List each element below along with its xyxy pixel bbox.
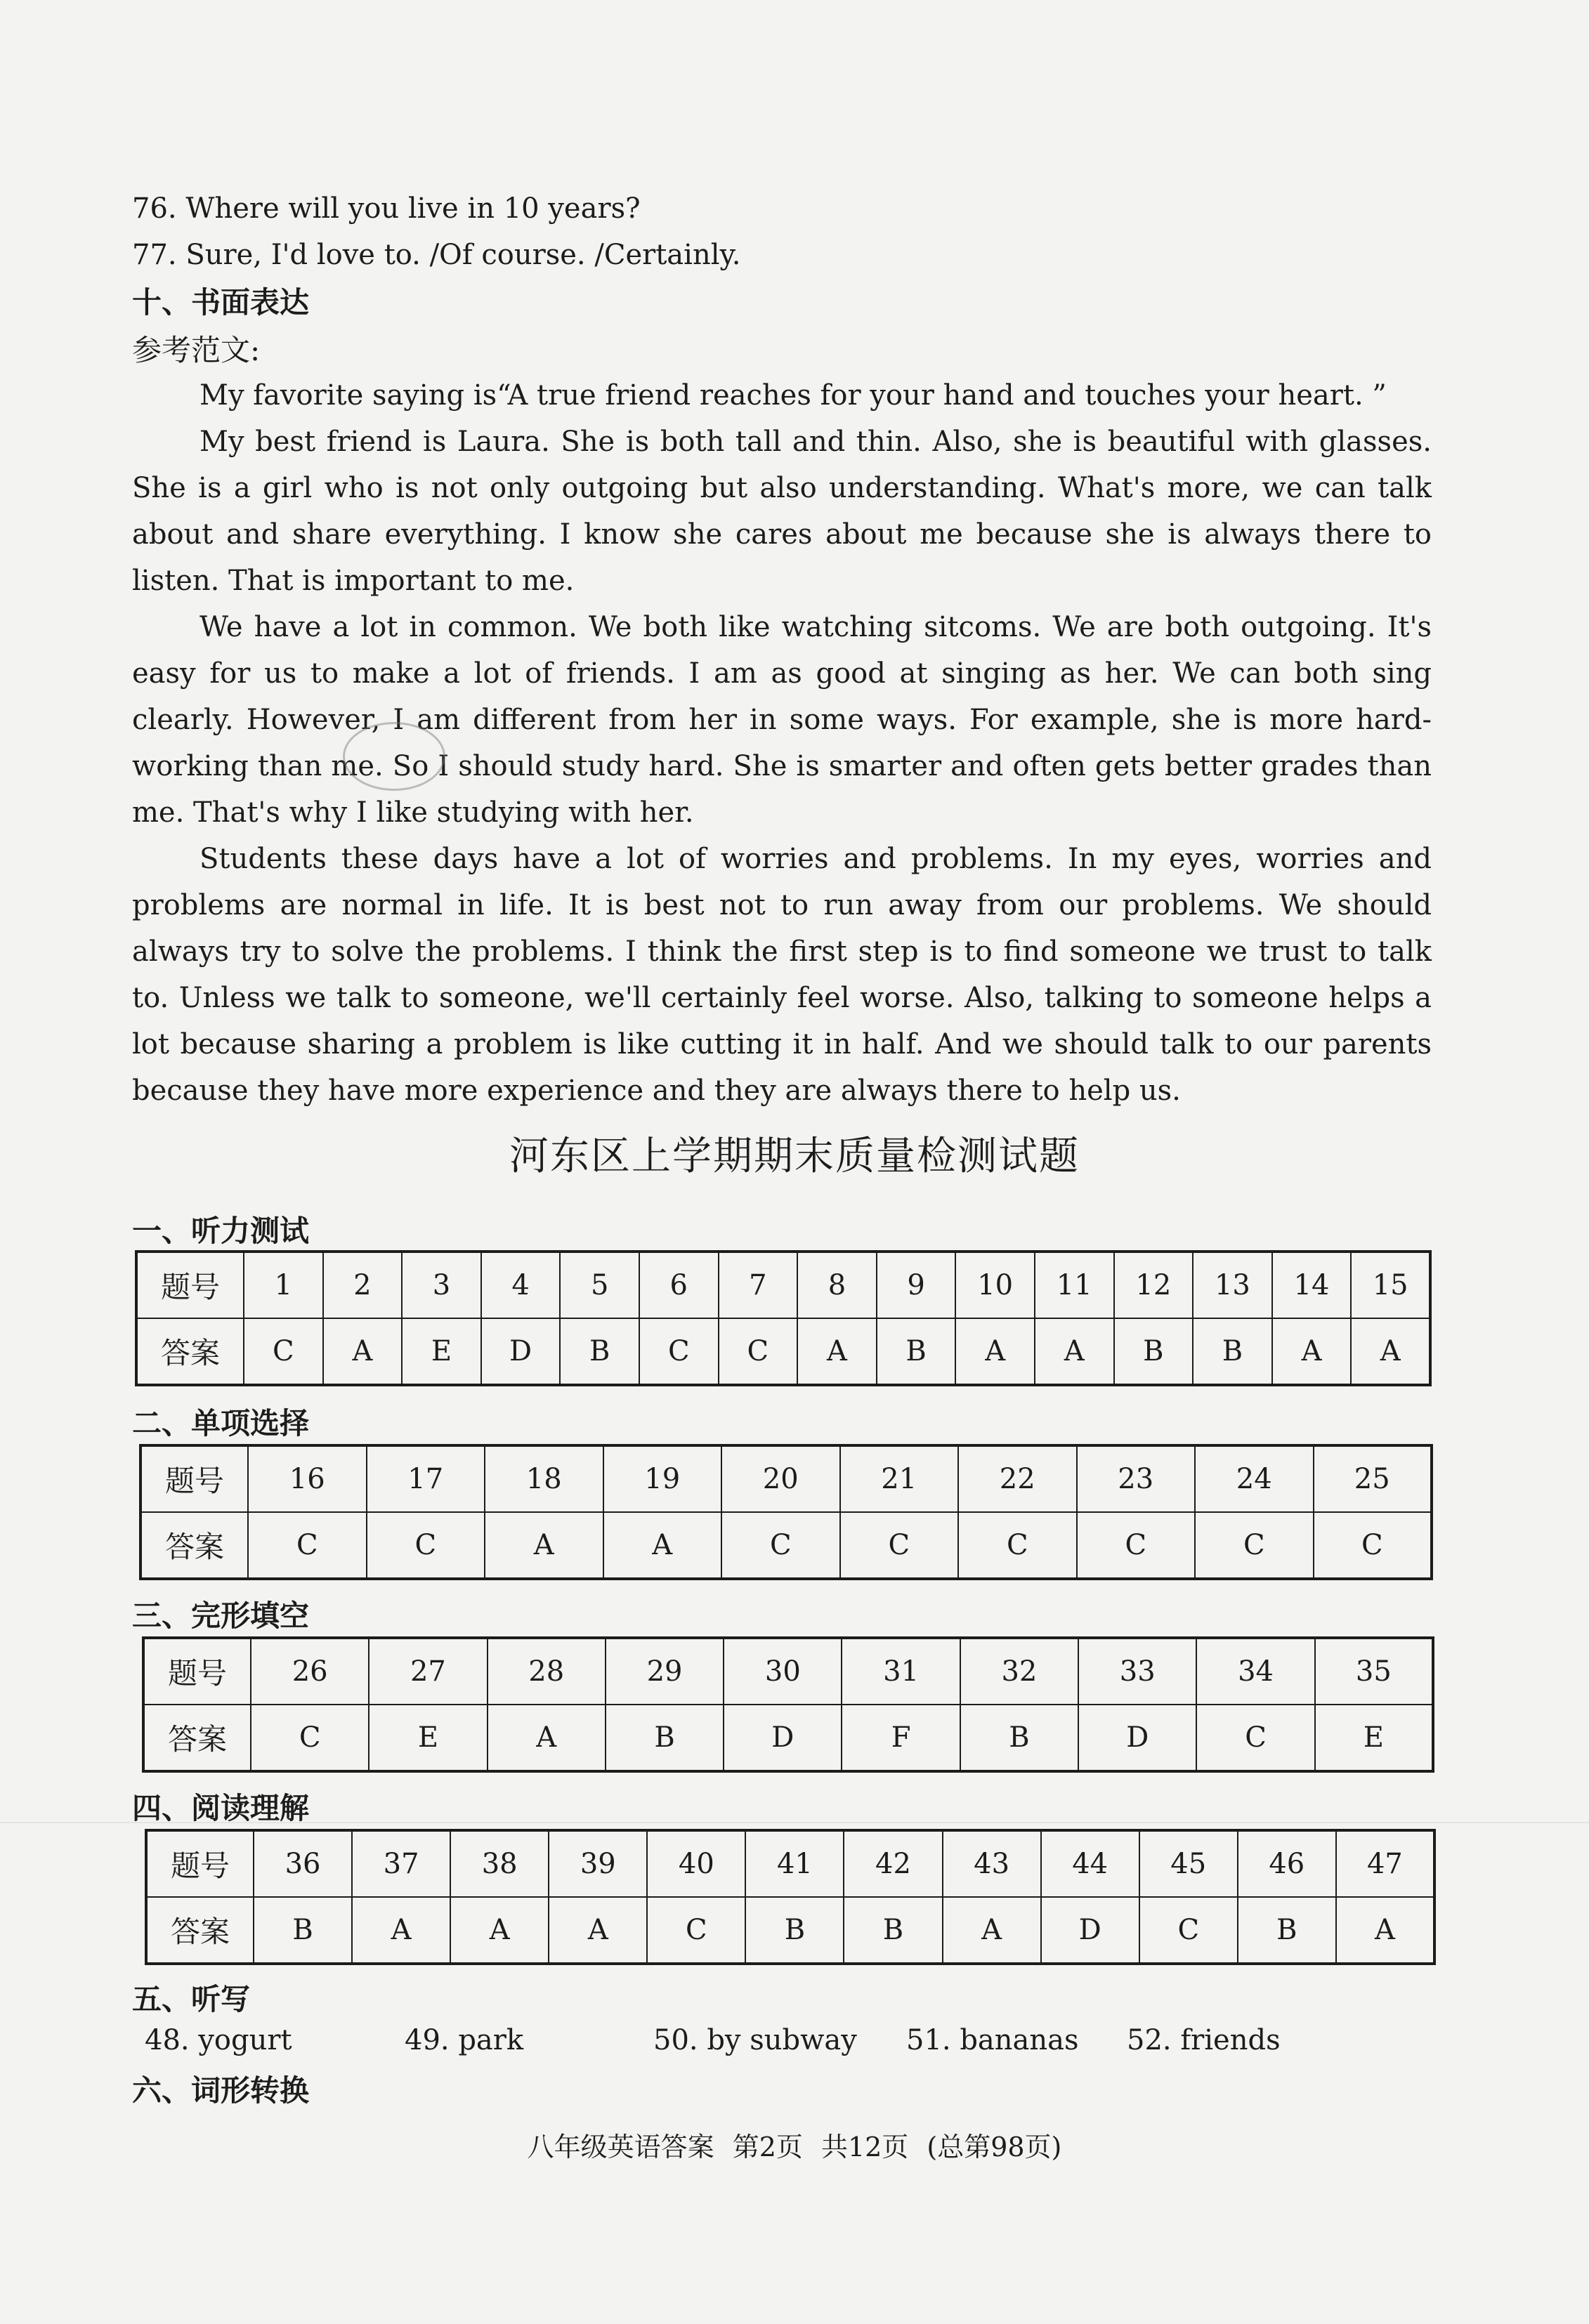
question-number-cell: 40 — [647, 1830, 745, 1897]
answer-cell: C — [1139, 1897, 1238, 1964]
answer-cell: C — [251, 1705, 369, 1771]
question-number-cell: 47 — [1336, 1830, 1434, 1897]
single-choice-answer-table — [139, 1444, 1433, 1580]
essay-paragraph: Students these days have a lot of worries and problems. In my eyes, worries and problems are normal in life. It is best not to run away from our problems. We should always try to solve the problems. I think the first step is to find someone we trust to talk to. Unless we talk to someone, we'll certainly feel worse. Also, talking to someone helps a lot because sharing a problem is like cutting it in half. And we should talk to our parents because they have more experience and they are always there to help us. — [132, 843, 1432, 1107]
question-number-cell: 11 — [1035, 1252, 1114, 1318]
question-number-row — [143, 1638, 1433, 1705]
question-number-cell: 13 — [1193, 1252, 1272, 1318]
question-number-cell: 43 — [943, 1830, 1041, 1897]
question-number-cell: 29 — [606, 1638, 724, 1705]
answer-cell: A — [549, 1897, 647, 1964]
answer-row — [140, 1512, 1432, 1579]
listening-answer-table — [135, 1250, 1432, 1386]
question-number-cell: 46 — [1238, 1830, 1336, 1897]
answer-cell: E — [402, 1318, 481, 1385]
question-number-cell: 39 — [549, 1830, 647, 1897]
answer-cell: B — [560, 1318, 639, 1385]
section-heading-reading: 四、阅读理解 — [132, 1791, 310, 1825]
page-footer: 八年级英语答案 第2页 共12页 (总第98页) — [527, 2132, 1062, 2162]
answer-cell: F — [842, 1705, 960, 1771]
answer-cell: B — [1193, 1318, 1272, 1385]
answer-row — [143, 1705, 1433, 1771]
answer-cell: A — [1351, 1318, 1430, 1385]
question-number-label: 题号 — [146, 1830, 254, 1897]
question-number-row — [136, 1252, 1430, 1318]
question-number-row — [146, 1830, 1434, 1897]
question-number-cell: 27 — [369, 1638, 487, 1705]
question-number-cell: 16 — [248, 1445, 367, 1512]
writing-heading: 十、书面表达 — [132, 285, 310, 320]
answer-cell: B — [1238, 1897, 1336, 1964]
answer-cell: C — [958, 1512, 1077, 1579]
answer-cell: D — [724, 1705, 842, 1771]
question-number-cell: 25 — [1314, 1445, 1432, 1512]
exam-title: 河东区上学期期末质量检测试题 — [509, 1134, 1080, 1179]
answer-cell: D — [481, 1318, 561, 1385]
answer-cell: B — [606, 1705, 724, 1771]
question-number-cell: 15 — [1351, 1252, 1430, 1318]
question-number-cell: 24 — [1195, 1445, 1314, 1512]
question-number-cell: 32 — [960, 1638, 1078, 1705]
answer-cell: A — [485, 1512, 603, 1579]
answer-cell: A — [1336, 1897, 1434, 1964]
question-number-cell: 34 — [1196, 1638, 1314, 1705]
essay-paragraph: We have a lot in common. We both like watching sitcoms. We are both outgoing. It's easy for us to make a lot of friends. I am as good at singing as her. We can both sing clearly. However, I am different from her in some ways. For example, she is more hard-working than me. So I should study hard. She is smarter and often gets better grades than me. That's why I like studying with her. — [132, 611, 1432, 829]
answer-label: 答案 — [143, 1705, 251, 1771]
answer-cell: B — [844, 1897, 942, 1964]
question-number-cell: 19 — [603, 1445, 722, 1512]
question-number-cell: 1 — [244, 1252, 323, 1318]
section-heading-dictation: 五、听写 — [132, 1982, 251, 2016]
dictation-item: 51. bananas — [906, 2024, 1079, 2056]
answer-cell: B — [254, 1897, 352, 1964]
answer-cell: A — [603, 1512, 722, 1579]
answer-label: 答案 — [136, 1318, 244, 1385]
dictation-item: 50. by subway — [653, 2024, 857, 2056]
answer-cell: C — [367, 1512, 485, 1579]
question-number-cell: 21 — [840, 1445, 959, 1512]
answer-cell: B — [745, 1897, 844, 1964]
question-number-cell: 44 — [1041, 1830, 1139, 1897]
question-number-cell: 9 — [877, 1252, 956, 1318]
question-number-cell: 7 — [719, 1252, 798, 1318]
dictation-item: 52. friends — [1127, 2024, 1281, 2056]
answer-cell: C — [639, 1318, 719, 1385]
answer-cell: C — [1077, 1512, 1196, 1579]
watermark-stamp — [343, 722, 445, 791]
cloze-answer-table — [142, 1636, 1434, 1773]
question-number-label: 题号 — [140, 1445, 248, 1512]
answer-cell: A — [352, 1897, 450, 1964]
question-number-cell: 5 — [560, 1252, 639, 1318]
answer-cell: C — [248, 1512, 367, 1579]
answer-cell: A — [450, 1897, 549, 1964]
question-number-cell: 10 — [955, 1252, 1035, 1318]
question-number-cell: 45 — [1139, 1830, 1238, 1897]
answer-cell: C — [840, 1512, 959, 1579]
answer-label: 答案 — [140, 1512, 248, 1579]
reading-answer-table — [145, 1829, 1436, 1965]
answer-row — [136, 1318, 1430, 1385]
answer-77: 77. Sure, I'd love to. /Of course. /Certainly. — [132, 239, 741, 271]
sample-essay-label: 参考范文: — [132, 333, 261, 367]
answer-cell: C — [244, 1318, 323, 1385]
essay-paragraph: My best friend is Laura. She is both tall and thin. Also, she is beautiful with glasses. She is a girl who is not only outgoing but also understanding. What's more, we can talk about and share everything. I know she cares about me because she is always there to listen. That is important to me. — [132, 426, 1432, 597]
question-number-cell: 6 — [639, 1252, 719, 1318]
section-heading-cloze: 三、完形填空 — [132, 1598, 310, 1633]
question-number-cell: 42 — [844, 1830, 942, 1897]
question-number-label: 题号 — [136, 1252, 244, 1318]
essay-paragraph: My favorite saying is“A true friend reaches for your hand and touches your heart. ” — [200, 379, 1387, 412]
dictation-item: 48. yogurt — [145, 2024, 292, 2056]
question-number-cell: 12 — [1114, 1252, 1194, 1318]
question-number-cell: 30 — [724, 1638, 842, 1705]
sample-essay — [132, 372, 1432, 1114]
answer-cell: C — [721, 1512, 840, 1579]
question-number-row — [140, 1445, 1432, 1512]
question-number-cell: 3 — [402, 1252, 481, 1318]
answer-76: 76. Where will you live in 10 years? — [132, 192, 641, 225]
answer-cell: B — [877, 1318, 956, 1385]
answer-cell: C — [1314, 1512, 1432, 1579]
answer-cell: A — [955, 1318, 1035, 1385]
answer-cell: E — [369, 1705, 487, 1771]
question-number-cell: 22 — [958, 1445, 1077, 1512]
answer-cell: A — [488, 1705, 606, 1771]
question-number-cell: 37 — [352, 1830, 450, 1897]
question-number-cell: 14 — [1272, 1252, 1352, 1318]
question-number-cell: 23 — [1077, 1445, 1196, 1512]
question-number-cell: 31 — [842, 1638, 960, 1705]
question-number-cell: 35 — [1315, 1638, 1433, 1705]
answer-cell: C — [1195, 1512, 1314, 1579]
answer-cell: D — [1078, 1705, 1196, 1771]
section-heading-listening: 一、听力测试 — [132, 1214, 310, 1248]
question-number-cell: 8 — [797, 1252, 877, 1318]
question-number-cell: 26 — [251, 1638, 369, 1705]
answer-cell: C — [719, 1318, 798, 1385]
answer-cell: D — [1041, 1897, 1139, 1964]
answer-cell: A — [323, 1318, 403, 1385]
question-number-cell: 38 — [450, 1830, 549, 1897]
answer-cell: A — [1272, 1318, 1352, 1385]
question-number-cell: 28 — [488, 1638, 606, 1705]
question-number-cell: 41 — [745, 1830, 844, 1897]
answer-label: 答案 — [146, 1897, 254, 1964]
answer-row — [146, 1897, 1434, 1964]
answer-cell: C — [647, 1897, 745, 1964]
question-number-cell: 36 — [254, 1830, 352, 1897]
question-number-cell: 33 — [1078, 1638, 1196, 1705]
answer-cell: A — [1035, 1318, 1114, 1385]
answer-cell: B — [960, 1705, 1078, 1771]
question-number-cell: 20 — [721, 1445, 840, 1512]
question-number-label: 题号 — [143, 1638, 251, 1705]
section-heading-word-forms: 六、词形转换 — [132, 2073, 310, 2108]
answer-cell: A — [797, 1318, 877, 1385]
question-number-cell: 18 — [485, 1445, 603, 1512]
answer-cell: E — [1315, 1705, 1433, 1771]
dictation-item: 49. park — [405, 2024, 524, 2056]
section-heading-single-choice: 二、单项选择 — [132, 1406, 310, 1440]
answer-cell: B — [1114, 1318, 1194, 1385]
answer-cell: A — [943, 1897, 1041, 1964]
question-number-cell: 2 — [323, 1252, 403, 1318]
question-number-cell: 17 — [367, 1445, 485, 1512]
answer-cell: C — [1196, 1705, 1314, 1771]
question-number-cell: 4 — [481, 1252, 561, 1318]
